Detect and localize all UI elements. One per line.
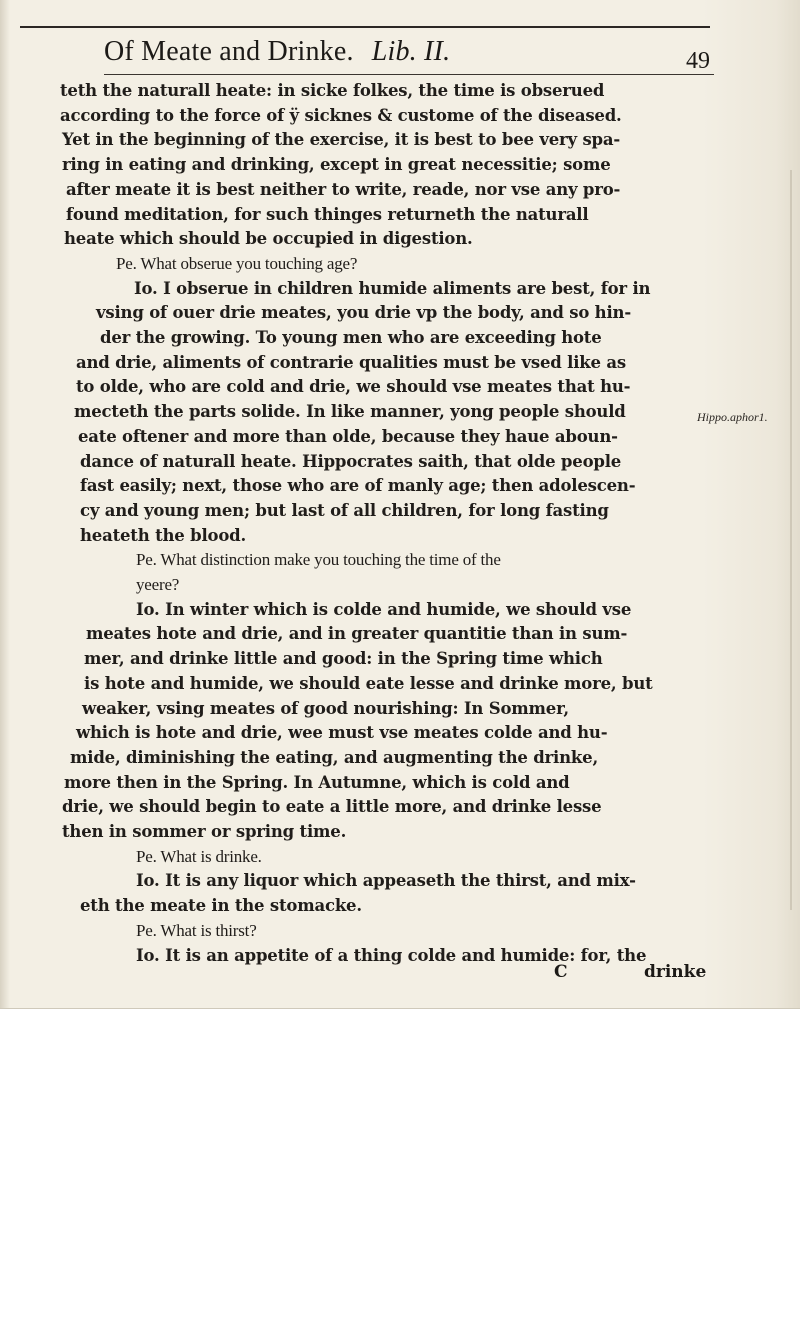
fore-edge-margin (702, 0, 800, 1008)
running-head (104, 36, 450, 68)
text-line: heateth the blood. (80, 525, 247, 545)
text-line: to olde, who are cold and drie, we should vse meates that hu- (76, 377, 631, 397)
folio-number: 49 (686, 48, 710, 74)
text-line: found meditation, for such thinges returneth the naturall (66, 204, 589, 224)
text-line: Io. It is an appetite of a thing colde and humide: for, the (136, 945, 647, 965)
text-line: dance of naturall heate. Hippocrates saith, that olde people (80, 451, 622, 471)
text-line: then in sommer or spring time. (62, 822, 347, 841)
running-head-title: Of Meate and Drinke. (104, 36, 354, 67)
text-line: vsing of ouer drie meates, you drie vp the body, and so hin- (96, 303, 631, 323)
catchword: drinke (644, 962, 707, 982)
text-line: meates hote and drie, and in greater quantitie than in sum- (86, 624, 628, 644)
text-line: more then in the Spring. In Autumne, which is cold and (64, 772, 570, 792)
text-line: Yet in the beginning of the exercise, it is best to bee very spa- (62, 130, 621, 150)
text-line: mecteth the parts solide. In like manner, yong people should (74, 402, 626, 422)
signature-mark: C (554, 962, 568, 982)
fore-edge-line (790, 170, 792, 910)
text-line: weaker, vsing meates of good nourishing: In Sommer, (82, 698, 569, 718)
text-line: which is hote and drie, wee must vse meates colde and hu- (76, 723, 608, 743)
text-line: after meate it is best neither to write, reade, nor vse any pro- (66, 179, 621, 199)
text-line: is hote and humide, we should eate lesse and drinke more, but (84, 673, 653, 693)
text-line: der the growing. To young men who are exceeding hote (100, 328, 602, 347)
text-line: mide, diminishing the eating, and augmenting the drinke, (70, 747, 598, 767)
text-line: Io. It is any liquor which appeaseth the thirst, and mix- (136, 871, 636, 891)
text-line: mer, and drinke little and good: in the Spring time which (84, 649, 603, 669)
text-line: eth the meate in the stomacke. (80, 896, 362, 916)
page-header (104, 36, 704, 80)
text-line: drie, we should begin to eate a little more, and drinke lesse (62, 797, 602, 817)
text-line: Pe. What obserue you touching age? (116, 253, 358, 273)
text-line: Pe. What is drinke. (136, 846, 262, 866)
margin-note: Hippo.aphor1. (697, 410, 768, 424)
text-line: Pe. What distinction make you touching the time of the (136, 550, 501, 570)
running-head-book: Lib. II. (371, 36, 451, 67)
text-line: Io. I obserue in children humide aliments are best, for in (134, 278, 651, 298)
text-block (56, 77, 686, 997)
text-line: according to the force of ÿ sicknes & custome of the diseased. (60, 105, 622, 125)
text-line: fast easily; next, those who are of manly age; then adolescen- (80, 476, 636, 496)
text-line: cy and young men; but last of all children, for long fasting (80, 500, 609, 520)
text-line: heate which should be occupied in digestion. (64, 229, 473, 249)
text-line: Pe. What is thirst? (136, 920, 257, 940)
header-rule (104, 74, 714, 75)
text-line: eate oftener and more than olde, because they haue aboun- (78, 426, 618, 446)
text-line: ring in eating and drinking, except in great necessitie; some (62, 155, 611, 175)
text-line: teth the naturall heate: in sicke folkes, the time is obserued (60, 81, 605, 100)
text-line: yeere? (136, 575, 180, 594)
binding-gutter (0, 0, 10, 1008)
text-line: and drie, aliments of contrarie qualities must be vsed like as (76, 352, 626, 372)
text-line: Io. In winter which is colde and humide, we should vse (136, 599, 632, 619)
top-rule (20, 26, 710, 28)
